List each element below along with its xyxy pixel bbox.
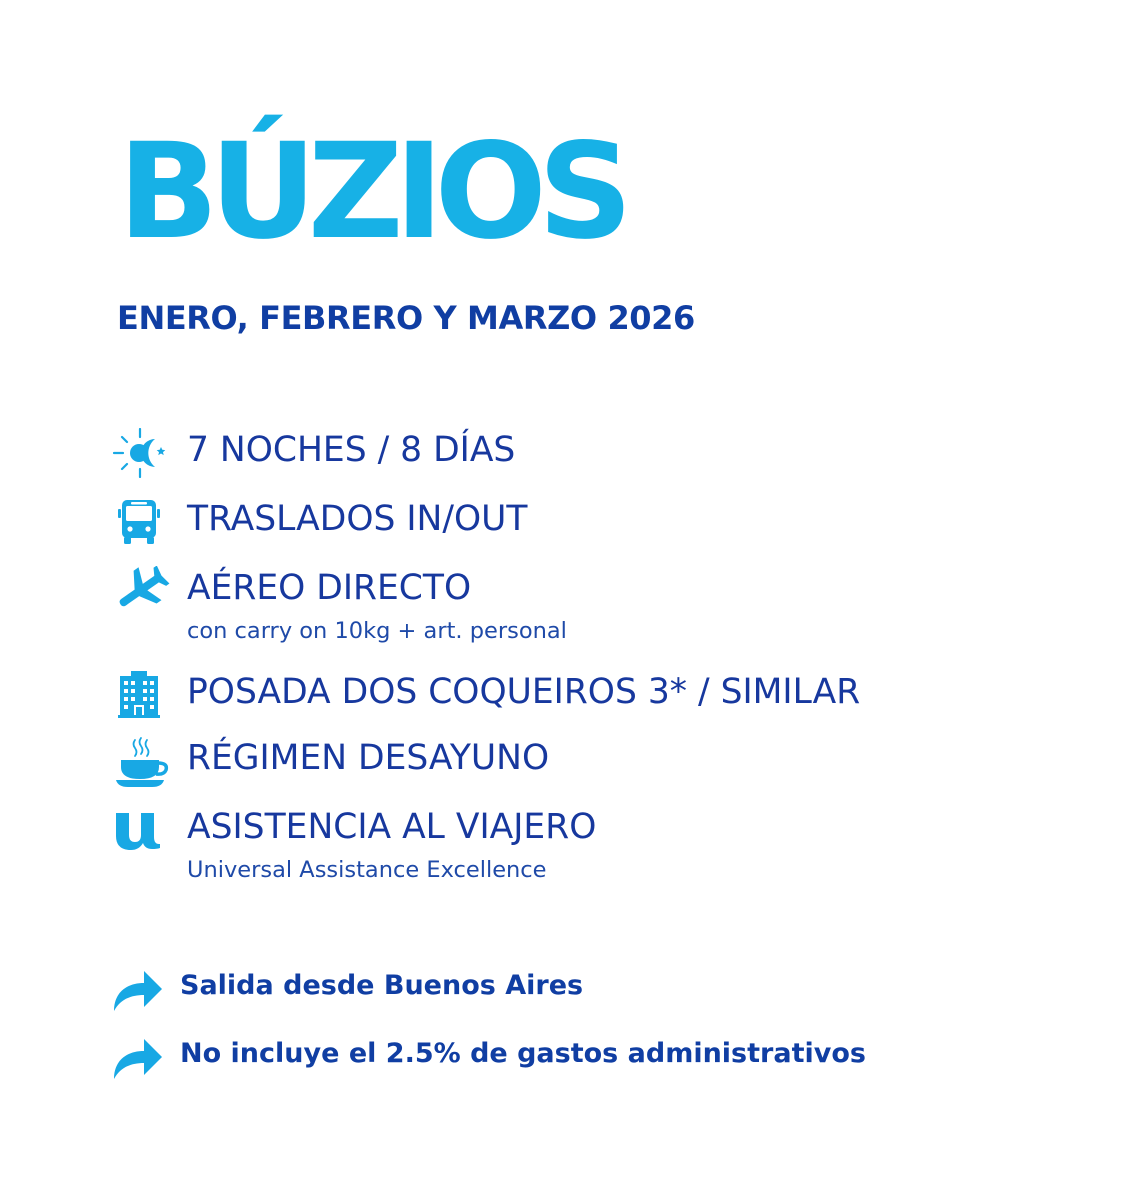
feature-assistance-label: ASISTENCIA AL VIAJERO (187, 807, 597, 847)
share-arrow-icon (112, 1035, 164, 1085)
note-admin-fees (112, 1035, 1012, 1091)
hotel-icon (112, 670, 174, 720)
feature-assistance-detail: Universal Assistance Excellence (187, 857, 547, 883)
share-arrow-icon (112, 967, 164, 1017)
note-departure-text: Salida desde Buenos Aires (180, 970, 584, 1001)
feature-flight-label: AÉREO DIRECTO (187, 568, 472, 608)
feature-transfers-label: TRASLADOS IN/OUT (187, 499, 528, 539)
travel-dates: ENERO, FEBRERO Y MARZO 2026 (117, 299, 695, 337)
bus-icon (112, 497, 174, 547)
airplane-icon (112, 566, 174, 616)
feature-nights-label: 7 NOCHES / 8 DÍAS (187, 430, 516, 470)
note-admin-fees-text: No incluye el 2.5% de gastos administrativos (180, 1038, 866, 1069)
feature-flight-detail: con carry on 10kg + art. personal (187, 618, 567, 644)
universal-assistance-logo-icon (112, 805, 174, 855)
feature-hotel-label: POSADA DOS COQUEIROS 3* / SIMILAR (187, 672, 861, 712)
sun-moon-icon (112, 428, 174, 478)
destination-title: BÚZIOS (118, 115, 624, 269)
feature-breakfast-label: RÉGIMEN DESAYUNO (187, 738, 550, 778)
note-departure (112, 967, 1012, 1023)
coffee-cup-icon (112, 736, 174, 786)
